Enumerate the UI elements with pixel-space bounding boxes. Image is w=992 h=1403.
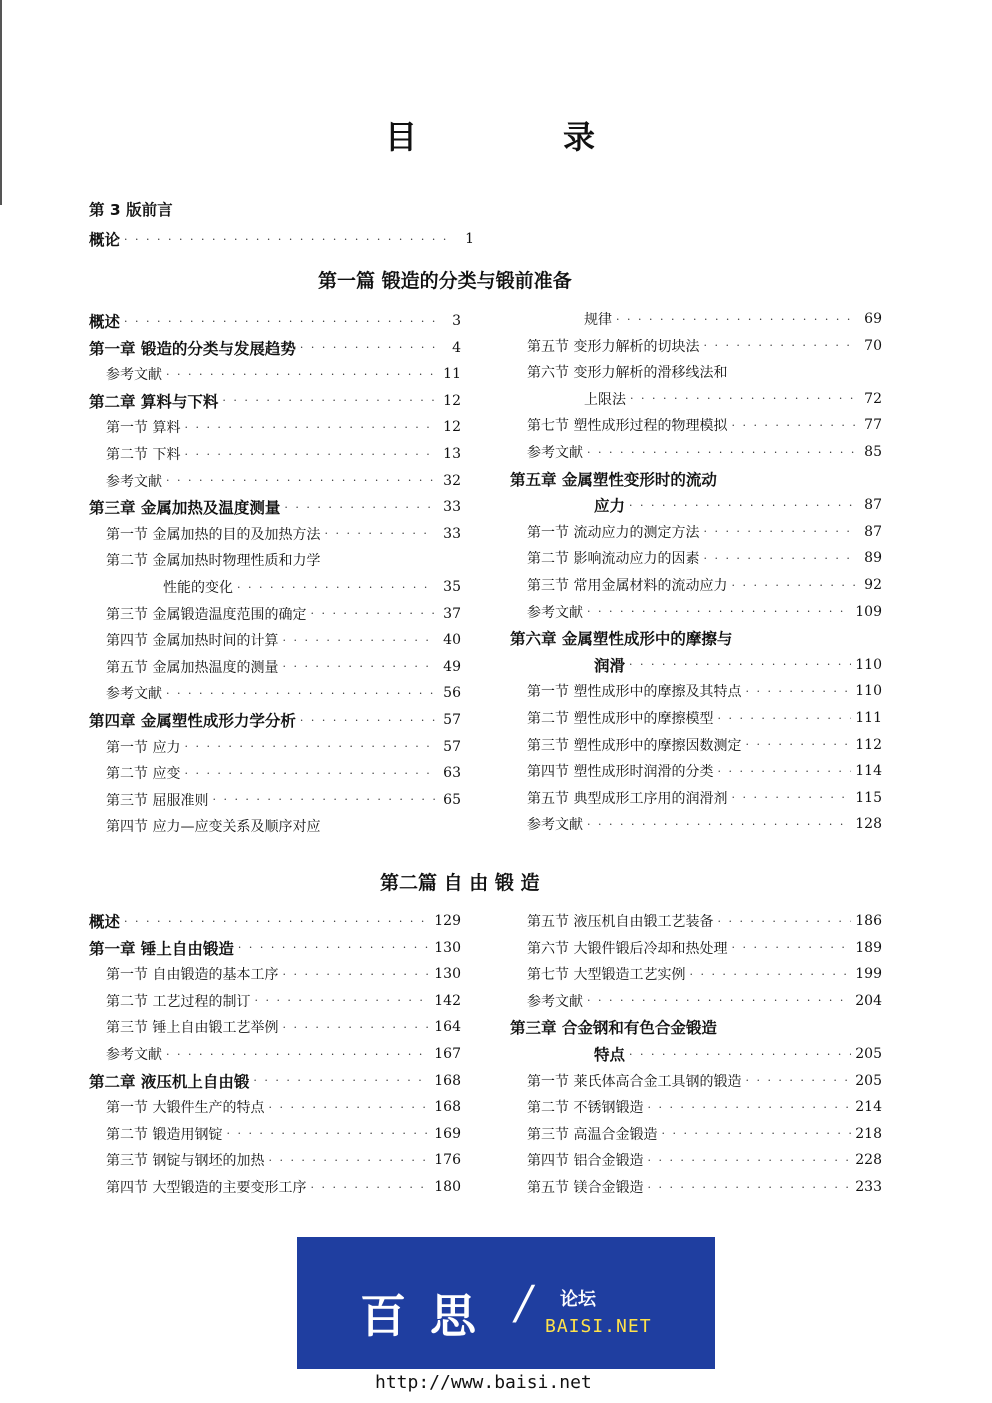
- toc-entry-label: 第一节 应力: [106, 739, 181, 756]
- leader-dots: [124, 233, 448, 246]
- toc-entry-page: 70: [864, 337, 882, 354]
- toc-entry-page: 32: [443, 472, 461, 489]
- banner-sub: 论坛: [560, 1289, 596, 1310]
- toc-entry-page: 189: [855, 939, 882, 956]
- leader-dots: [717, 765, 851, 778]
- leader-dots: [184, 448, 435, 461]
- leader-dots: [324, 527, 435, 540]
- leader-dots: [238, 941, 430, 954]
- toc-entry[interactable]: [89, 196, 289, 222]
- toc-entry-label: 概述: [89, 313, 121, 331]
- toc-entry-page: 218: [855, 1125, 882, 1142]
- leader-dots: [212, 793, 435, 806]
- toc-entry-label: 第二节 下料: [106, 447, 181, 463]
- toc-entry[interactable]: [106, 760, 461, 786]
- leader-dots: [745, 685, 851, 698]
- leader-dots: [703, 552, 856, 565]
- toc-entry-label: 第五章 金属塑性变形时的流动: [510, 470, 717, 489]
- toc-entry[interactable]: [106, 1121, 461, 1147]
- toc-entry-label: 第七节 大型锻造工艺实例: [527, 967, 686, 984]
- toc-entry-page: 3: [452, 313, 461, 329]
- toc-entry-label: 第三节 钢锭与钢坯的加热: [106, 1153, 265, 1170]
- toc-entry[interactable]: [106, 734, 461, 760]
- leader-dots: [587, 818, 851, 831]
- toc-entry[interactable]: [106, 813, 461, 839]
- toc-entry[interactable]: [89, 935, 461, 961]
- leader-dots: [629, 658, 851, 671]
- toc-entry-page: 77: [864, 417, 882, 434]
- toc-entry-page: 128: [855, 816, 882, 833]
- toc-entry-label: 概述: [89, 913, 121, 931]
- toc-entry-page: 57: [443, 738, 461, 755]
- toc-entry-label: 第四节 铝合金锻造: [527, 1153, 644, 1170]
- toc-entry[interactable]: [527, 1094, 882, 1120]
- toc-entry[interactable]: [106, 1014, 461, 1040]
- toc-entry[interactable]: [89, 388, 461, 414]
- toc-entry[interactable]: [510, 1041, 882, 1067]
- footer-url[interactable]: http://www.baisi.net: [375, 1372, 592, 1393]
- title-left: 目: [385, 118, 418, 156]
- leader-dots: [731, 419, 856, 432]
- page-title: [385, 112, 595, 158]
- toc-entry-page: 130: [434, 939, 461, 956]
- leader-dots: [731, 791, 851, 804]
- leader-dots: [717, 915, 851, 928]
- toc-entry-page: 214: [855, 1099, 882, 1116]
- toc-entry-page: 40: [443, 632, 461, 649]
- leader-dots: [647, 1101, 851, 1114]
- toc-entry[interactable]: [510, 625, 882, 651]
- toc-entry[interactable]: [510, 386, 882, 412]
- leader-dots: [731, 579, 856, 592]
- toc-entry[interactable]: [106, 1041, 461, 1067]
- leader-dots: [166, 368, 435, 381]
- toc-entry[interactable]: [106, 1147, 461, 1173]
- toc-entry-page: 57: [443, 712, 461, 728]
- leader-dots: [226, 1127, 430, 1140]
- toc-entry-page: 228: [855, 1152, 882, 1169]
- leader-dots: [703, 525, 856, 538]
- toc-entry[interactable]: [106, 361, 461, 387]
- toc-entry-page: 115: [855, 789, 882, 806]
- toc-entry-label: 第六节 大锻件锻后冷却和热处理: [527, 940, 728, 957]
- toc-entry[interactable]: [106, 521, 461, 547]
- leader-dots: [284, 501, 435, 514]
- leader-dots: [647, 1181, 851, 1194]
- toc-entry-label: 第七节 塑性成形过程的物理模拟: [527, 418, 728, 435]
- toc-entry-page: 35: [443, 579, 461, 595]
- toc-entry-label: 第二节 应变: [106, 766, 181, 783]
- toc-entry-page: 49: [443, 658, 461, 675]
- banner-logo: 百 思: [360, 1289, 481, 1343]
- toc-entry-label: 第二节 塑性成形中的摩擦模型: [527, 711, 714, 727]
- toc-entry-label: 参考文献: [106, 1047, 162, 1063]
- toc-entry[interactable]: [89, 226, 474, 252]
- page-edge-bar: [0, 0, 2, 205]
- leader-dots: [587, 446, 856, 459]
- leader-dots: [647, 1154, 851, 1167]
- toc-entry-label: 第五节 金属加热温度的测量: [106, 659, 279, 676]
- toc-entry[interactable]: [89, 574, 461, 600]
- toc-entry-page: 72: [864, 390, 882, 407]
- toc-entry[interactable]: [510, 466, 882, 492]
- toc-entry[interactable]: [89, 1068, 461, 1094]
- toc-entry[interactable]: [527, 785, 882, 811]
- toc-entry-page: 169: [434, 1125, 461, 1142]
- toc-entry-label: 性能的变化: [163, 580, 233, 596]
- toc-entry-label: 第四节 大型锻造的主要变形工序: [106, 1180, 307, 1196]
- toc-entry[interactable]: [527, 705, 882, 731]
- toc-entry-label: 规律: [584, 312, 612, 328]
- toc-entry-label: 第二节 锻造用钢锭: [106, 1126, 223, 1143]
- leader-dots: [300, 714, 435, 727]
- part1-heading: 第一篇 锻造的分类与锻前准备: [318, 270, 572, 292]
- toc-entry-label: 第三节 金属锻造温度范围的确定: [106, 606, 307, 623]
- toc-entry[interactable]: [527, 1068, 882, 1094]
- toc-entry-page: 33: [443, 499, 461, 516]
- toc-entry[interactable]: [527, 961, 882, 987]
- leader-dots: [629, 1048, 851, 1061]
- leader-dots: [587, 605, 851, 618]
- toc-entry-label: 第二节 不锈钢锻造: [527, 1100, 644, 1117]
- toc-entry[interactable]: [527, 599, 882, 625]
- toc-entry-label: 参考文献: [527, 604, 583, 621]
- toc-entry[interactable]: [527, 1147, 882, 1173]
- toc-entry[interactable]: [510, 492, 882, 518]
- leader-dots: [745, 738, 851, 751]
- toc-entry-page: 33: [443, 525, 461, 542]
- toc-entry[interactable]: [106, 1094, 461, 1120]
- banner-slash: /: [516, 1275, 532, 1329]
- toc-entry[interactable]: [527, 1121, 882, 1147]
- toc-entry-page: 164: [434, 1019, 461, 1036]
- leader-dots: [745, 1074, 851, 1087]
- leader-dots: [184, 740, 435, 753]
- leader-dots: [253, 1074, 430, 1087]
- toc-entry-label: 第三节 锤上自由锻工艺举例: [106, 1020, 279, 1037]
- toc-entry[interactable]: [527, 439, 882, 465]
- leader-dots: [310, 607, 435, 620]
- toc-entry-label: 第三章 金属加热及温度测量: [89, 499, 281, 518]
- toc-entry[interactable]: [527, 333, 882, 359]
- toc-entry-page: 63: [443, 765, 461, 782]
- toc-entry[interactable]: [510, 652, 882, 678]
- toc-entry[interactable]: [527, 519, 882, 545]
- toc-entry-label: 参考文献: [527, 993, 583, 1010]
- toc-entry-page: 11: [443, 366, 461, 383]
- toc-entry-label: 第二章 液压机上自由锻: [89, 1072, 250, 1091]
- toc-entry[interactable]: [89, 707, 461, 733]
- toc-entry-page: 109: [855, 603, 882, 620]
- leader-dots: [222, 394, 435, 407]
- toc-entry-page: 37: [443, 605, 461, 622]
- toc-entry-page: 180: [434, 1179, 461, 1195]
- toc-entry-label: 参考文献: [527, 445, 583, 461]
- toc-entry-label: 第五节 液压机自由锻工艺装备: [527, 914, 714, 930]
- toc-entry-label: 第四章 金属塑性成形力学分析: [89, 712, 296, 730]
- toc-entry-label: 第一章 锻造的分类与发展趋势: [89, 339, 296, 358]
- toc-entry-page: 65: [443, 791, 461, 808]
- toc-entry[interactable]: [106, 547, 461, 573]
- toc-entry-label: 第五节 变形力解析的切块法: [527, 338, 700, 355]
- leader-dots: [124, 915, 430, 928]
- toc-entry[interactable]: [89, 494, 461, 520]
- toc-entry-label: 第二节 影响流动应力的因素: [527, 551, 700, 568]
- toc-entry-label: 第四节 塑性成形时润滑的分类: [527, 764, 714, 781]
- toc-entry-label: 第二章 算料与下料: [89, 392, 219, 411]
- toc-entry[interactable]: [510, 1014, 882, 1040]
- toc-entry[interactable]: [89, 908, 461, 934]
- leader-dots: [166, 687, 435, 700]
- toc-entry[interactable]: [510, 306, 882, 332]
- leader-dots: [166, 1048, 430, 1061]
- leader-dots: [282, 968, 430, 981]
- leader-dots: [629, 499, 856, 512]
- toc-entry-page: 205: [855, 1072, 882, 1089]
- toc-entry-label: 第五节 镁合金锻造: [527, 1180, 644, 1196]
- toc-entry-page: 199: [855, 966, 882, 983]
- toc-entry[interactable]: [89, 308, 461, 334]
- toc-entry-label: 上限法: [584, 391, 626, 408]
- toc-entry-label: 第一节 流动应力的测定方法: [527, 524, 700, 541]
- toc-entry-page: 112: [855, 736, 882, 753]
- toc-entry-label: 参考文献: [106, 473, 162, 490]
- toc-entry-page: 56: [443, 685, 461, 702]
- leader-dots: [184, 767, 435, 780]
- toc-entry[interactable]: [527, 572, 882, 598]
- leader-dots: [124, 315, 435, 328]
- toc-entry[interactable]: [89, 335, 461, 361]
- toc-entry-label: 第二节 金属加热时物理性质和力学: [106, 553, 321, 570]
- toc-entry-label: 第三节 高温合金锻造: [527, 1126, 658, 1143]
- banner-net: BAISI.NET: [545, 1316, 652, 1337]
- title-right: 录: [562, 118, 595, 156]
- toc-entry[interactable]: [527, 1174, 882, 1200]
- toc-entry-label: 第一节 大锻件生产的特点: [106, 1100, 265, 1117]
- toc-entry-page: 92: [864, 577, 882, 593]
- toc-entry-label: 第三节 常用金属材料的流动应力: [527, 578, 728, 594]
- toc-entry-page: 69: [864, 311, 882, 327]
- toc-entry[interactable]: [527, 412, 882, 438]
- leader-dots: [717, 712, 851, 725]
- toc-entry-page: 12: [443, 419, 461, 436]
- leader-dots: [237, 581, 435, 594]
- toc-entry[interactable]: [106, 961, 461, 987]
- toc-entry-label: 第四节 金属加热时间的计算: [106, 633, 279, 650]
- toc-entry-label: 参考文献: [106, 686, 162, 703]
- toc-entry-label: 第一节 金属加热的目的及加热方法: [106, 526, 321, 543]
- toc-entry[interactable]: [106, 680, 461, 706]
- toc-entry-page: 12: [443, 392, 461, 409]
- toc-entry-page: 85: [864, 444, 882, 460]
- toc-entry-label: 第一章 锤上自由锻造: [89, 939, 234, 958]
- toc-entry[interactable]: [527, 678, 882, 704]
- toc-entry-page: 129: [434, 913, 461, 929]
- leader-dots: [282, 660, 435, 673]
- toc-entry-label: 第一节 莱氏体高合金工具钢的锻造: [527, 1073, 742, 1090]
- toc-entry-page: 114: [855, 763, 882, 780]
- toc-entry-page: 204: [855, 992, 882, 1009]
- toc-entry-page: 186: [855, 913, 882, 929]
- toc-entry-label: 第一节 自由锻造的基本工序: [106, 967, 279, 984]
- toc-entry-page: 167: [434, 1046, 461, 1062]
- toc-entry-label: 参考文献: [106, 367, 162, 384]
- leader-dots: [689, 968, 851, 981]
- toc-entry[interactable]: [527, 988, 882, 1014]
- toc-entry-label: 润滑: [594, 656, 626, 675]
- toc-entry-page: 142: [434, 992, 461, 1009]
- toc-entry[interactable]: [106, 1174, 461, 1200]
- toc-entry[interactable]: [527, 732, 882, 758]
- toc-entry-label: 第六节 变形力解析的滑移线法和: [527, 365, 728, 382]
- toc-entry[interactable]: [106, 601, 461, 627]
- leader-dots: [661, 1127, 851, 1140]
- leader-dots: [268, 1154, 430, 1167]
- toc-entry[interactable]: [106, 654, 461, 680]
- leader-dots: [587, 994, 851, 1007]
- toc-entry[interactable]: [106, 988, 461, 1014]
- leader-dots: [310, 1181, 430, 1194]
- leader-dots: [731, 941, 851, 954]
- toc-entry-page: 110: [855, 656, 882, 673]
- toc-entry[interactable]: [527, 359, 882, 385]
- toc-entry-page: 13: [443, 446, 461, 462]
- toc-entry[interactable]: [527, 758, 882, 784]
- leader-dots: [282, 1021, 430, 1034]
- toc-entry[interactable]: [106, 468, 461, 494]
- toc-entry-label: 特点: [594, 1046, 626, 1064]
- leader-dots: [166, 474, 435, 487]
- toc-entry-label: 第四节 应力—应变关系及顺序对应: [106, 819, 321, 836]
- leader-dots: [300, 341, 435, 354]
- toc-entry-label: 应力: [594, 497, 626, 516]
- leader-dots: [630, 392, 856, 405]
- toc-entry-page: 87: [864, 523, 882, 540]
- toc-entry-page: 205: [855, 1046, 882, 1062]
- toc-entry-label: 第六章 金属塑性成形中的摩擦与: [510, 630, 733, 649]
- toc-entry-page: 87: [864, 497, 882, 514]
- toc-entry-label: 第二节 工艺过程的制订: [106, 993, 251, 1010]
- toc-entry[interactable]: [106, 441, 461, 467]
- leader-dots: [184, 421, 435, 434]
- toc-entry-label: 第 3 版前言: [89, 201, 173, 219]
- toc-entry[interactable]: [106, 627, 461, 653]
- part2-heading: 第二篇 自 由 锻 造: [380, 872, 540, 894]
- leader-dots: [254, 994, 430, 1007]
- leader-dots: [268, 1101, 430, 1114]
- toc-entry-label: 第三节 屈服准则: [106, 792, 209, 809]
- leader-dots: [703, 339, 856, 352]
- toc-entry-label: 第三节 塑性成形中的摩擦因数测定: [527, 737, 742, 754]
- toc-entry[interactable]: [527, 908, 882, 934]
- toc-entry-label: 概论: [89, 231, 121, 249]
- toc-entry-label: 第一节 算料: [106, 420, 181, 437]
- toc-entry-label: 参考文献: [527, 817, 583, 834]
- toc-entry-label: 第三章 合金钢和有色合金锻造: [510, 1019, 717, 1038]
- toc-entry-page: 176: [434, 1152, 461, 1169]
- toc-entry-page: 130: [434, 966, 461, 983]
- toc-entry-page: 233: [855, 1179, 882, 1195]
- toc-entry-page: 168: [434, 1072, 461, 1089]
- toc-entry[interactable]: [527, 545, 882, 571]
- toc-entry-label: 第一节 塑性成形中的摩擦及其特点: [527, 684, 742, 701]
- toc-entry-page: 111: [855, 710, 882, 726]
- toc-entry[interactable]: [106, 414, 461, 440]
- toc-entry-label: 第五节 典型成形工序用的润滑剂: [527, 790, 728, 807]
- toc-entry[interactable]: [527, 811, 882, 837]
- toc-entry[interactable]: [106, 787, 461, 813]
- toc-entry-page: 4: [452, 339, 461, 356]
- toc-entry-page: 168: [434, 1099, 461, 1116]
- leader-dots: [616, 313, 856, 326]
- toc-entry-page: 89: [864, 550, 882, 567]
- toc-entry[interactable]: [527, 935, 882, 961]
- toc-entry-page: 110: [855, 683, 882, 700]
- toc-entry-page: 1: [465, 231, 474, 247]
- leader-dots: [282, 634, 435, 647]
